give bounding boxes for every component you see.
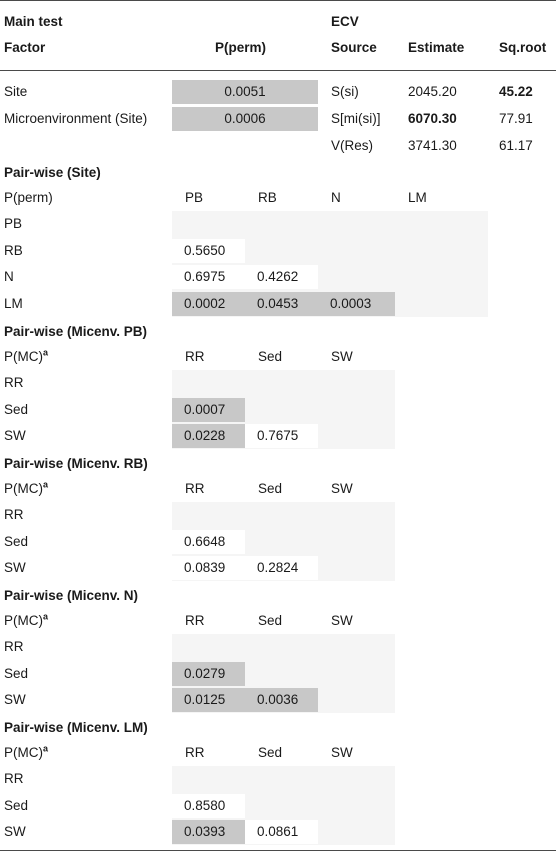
site-lm-rb-value: 0.0453 [245, 292, 318, 316]
micenv-rb-sed-rr-value: 0.6648 [172, 530, 245, 554]
micenv-lm-corner [4, 745, 48, 761]
factor-site: Site [4, 84, 28, 99]
micenv-pb-col-rr: RR [185, 349, 205, 364]
micenv-rb-col-rr: RR [185, 481, 205, 496]
ecv-header: ECV [331, 14, 359, 29]
estimate-site: 2045.20 [408, 84, 457, 99]
micenv-pb-col-sed: Sed [258, 349, 283, 364]
micenv-pb-corner [4, 349, 48, 365]
estimate-microenvironment: 6070.30 [408, 111, 457, 126]
micenv-n-col-sed: Sed [258, 613, 283, 628]
site-lm-pb-value: 0.0002 [172, 292, 245, 316]
micenv-rb-col-sw: SW [331, 481, 353, 496]
micenv-lm-title: Pair-wise (Micenv. LM) [4, 720, 148, 735]
micenv-lm-row-sed: Sed [4, 798, 29, 813]
pperm-microenvironment-cell: 0.0006 [172, 107, 318, 131]
pperm-site-cell: 0.0051 [172, 80, 318, 104]
site-n-pb-value: 0.6975 [172, 265, 245, 289]
micenv-lm-sw-rr-value: 0.0393 [172, 820, 245, 844]
source-microenvironment: S[mi(si)] [331, 111, 381, 126]
micenv-rb-corner-sup: a [43, 479, 49, 490]
micenv-pb-sw-sed-value: 0.7675 [245, 424, 318, 448]
micenv-n-corner-text: P(MC) [4, 613, 43, 628]
source-residual: V(Res) [331, 138, 374, 153]
micenv-n-sw-sed-value: 0.0036 [245, 688, 318, 712]
site-corner-label: P(perm) [4, 190, 53, 205]
micenv-rb-row-sw: SW [4, 560, 26, 575]
site-n-rb-value: 0.4262 [245, 265, 318, 289]
micenv-n-corner-sup: a [43, 611, 49, 622]
site-col-rb: RB [258, 190, 277, 205]
source-site: S(si) [331, 84, 359, 99]
micenv-rb-corner-text: P(MC) [4, 481, 43, 496]
micenv-rb-title: Pair-wise (Micenv. RB) [4, 456, 148, 471]
site-col-n: N [331, 190, 341, 205]
micenv-lm-sw-sed-value: 0.0861 [245, 820, 318, 844]
micenv-pb-sw-rr-value: 0.0228 [172, 424, 245, 448]
micenv-n-title: Pair-wise (Micenv. N) [4, 588, 139, 603]
micenv-pb-corner-sup: a [43, 347, 49, 358]
header-rule [0, 70, 556, 71]
site-row-n: N [4, 269, 14, 284]
micenv-lm-sed-rr-value: 0.8580 [172, 794, 245, 818]
factor-header: Factor [4, 40, 46, 55]
micenv-n-sw-rr-value: 0.0125 [172, 688, 245, 712]
micenv-lm-corner-text: P(MC) [4, 745, 43, 760]
micenv-lm-row-sw: SW [4, 824, 26, 839]
site-row-pb: PB [4, 216, 23, 231]
sqroot-microenvironment: 77.91 [499, 111, 533, 126]
micenv-n-row-sw: SW [4, 692, 26, 707]
micenv-lm-col-sw: SW [331, 745, 353, 760]
main-test-title: Main test [4, 14, 63, 29]
source-header: Source [331, 40, 377, 55]
micenv-n-row-rr: RR [4, 639, 24, 654]
micenv-n-col-rr: RR [185, 613, 205, 628]
micenv-pb-row-sw: SW [4, 428, 26, 443]
micenv-pb-sed-rr-value: 0.0007 [172, 398, 245, 422]
micenv-n-row-sed: Sed [4, 666, 29, 681]
micenv-pb-row-sed: Sed [4, 402, 29, 417]
top-rule [0, 0, 556, 1]
sqroot-residual: 61.17 [499, 138, 533, 153]
site-col-pb: PB [185, 190, 204, 205]
pperm-header: P(perm) [215, 40, 267, 55]
sqroot-header: Sq.root [499, 40, 547, 55]
micenv-pb-corner-text: P(MC) [4, 349, 43, 364]
micenv-rb-corner [4, 481, 48, 497]
micenv-lm-col-sed: Sed [258, 745, 283, 760]
sqroot-site: 45.22 [499, 84, 533, 99]
site-row-lm: LM [4, 296, 23, 311]
estimate-residual: 3741.30 [408, 138, 457, 153]
micenv-lm-row-rr: RR [4, 771, 24, 786]
micenv-lm-corner-sup: a [43, 743, 49, 754]
micenv-rb-col-sed: Sed [258, 481, 283, 496]
site-col-lm: LM [408, 190, 427, 205]
micenv-n-sed-rr-value: 0.0279 [172, 662, 245, 686]
bottom-rule [0, 850, 556, 851]
micenv-pb-title: Pair-wise (Micenv. PB) [4, 324, 148, 339]
micenv-rb-sw-rr-value: 0.0839 [172, 556, 245, 580]
site-section-title: Pair-wise (Site) [4, 165, 101, 180]
site-rb-pb-value: 0.5650 [172, 239, 245, 263]
micenv-n-col-sw: SW [331, 613, 353, 628]
site-lm-n-value: 0.0003 [318, 292, 395, 316]
site-row-rb: RB [4, 243, 23, 258]
micenv-rb-row-rr: RR [4, 507, 24, 522]
micenv-pb-row-rr: RR [4, 375, 24, 390]
micenv-n-corner [4, 613, 48, 629]
micenv-rb-sw-sed-value: 0.2824 [245, 556, 318, 580]
factor-microenvironment: Microenvironment (Site) [4, 111, 148, 126]
micenv-pb-col-sw: SW [331, 349, 353, 364]
estimate-header: Estimate [408, 40, 465, 55]
micenv-rb-row-sed: Sed [4, 534, 29, 549]
micenv-lm-col-rr: RR [185, 745, 205, 760]
